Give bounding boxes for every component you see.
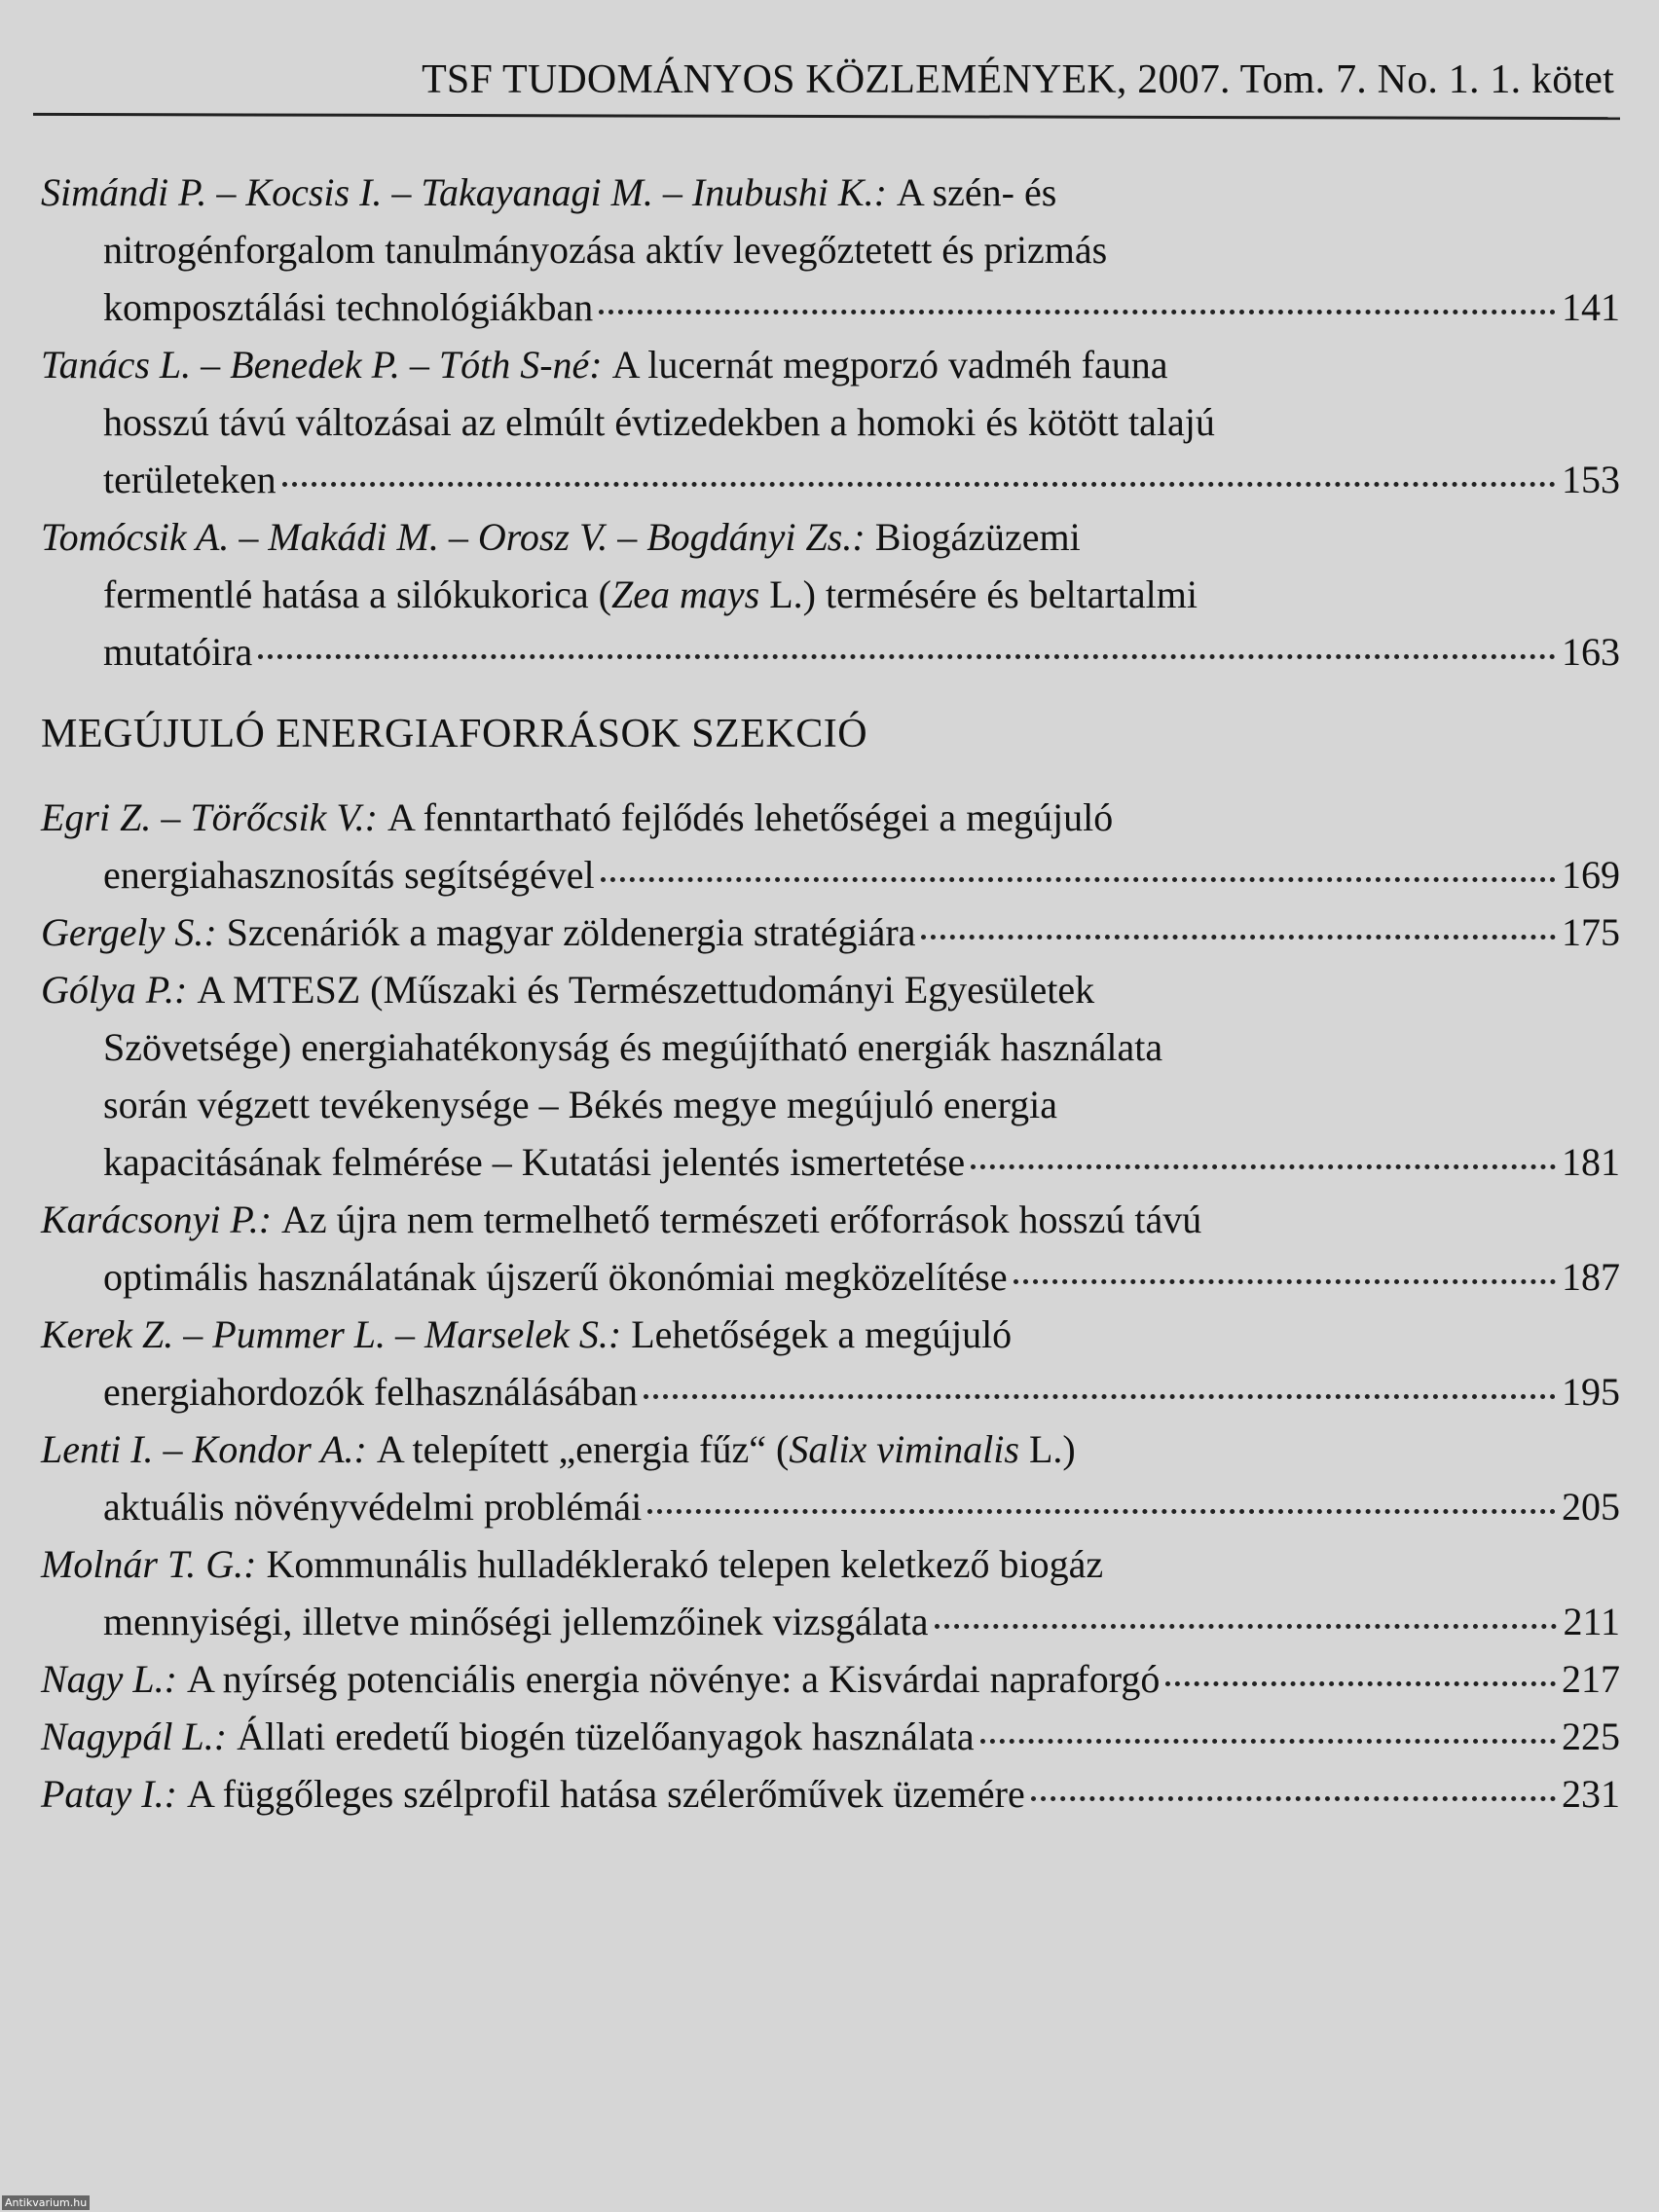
toc-entry-title: Lehetőségek a megújuló xyxy=(631,1312,1013,1356)
toc-entry xyxy=(41,1306,1620,1420)
dot-leader xyxy=(258,654,1556,659)
dot-leader xyxy=(921,935,1556,940)
toc-entry-authors: Gólya P.: xyxy=(41,968,188,1012)
toc-entry-first-line xyxy=(41,1535,1620,1593)
toc-entry-title-line: során végzett tevékenysége – Békés megye megújuló energia xyxy=(103,1083,1058,1126)
dot-leader xyxy=(1014,1279,1556,1284)
toc-entry-authors: Molnár T. G.: xyxy=(41,1542,257,1586)
toc-entry-title: Az újra nem termelhető természeti erőforrások hosszú távú xyxy=(281,1198,1202,1241)
toc-entry-title: A fenntartható fejlődés lehetőségei a megújuló xyxy=(387,795,1114,839)
running-head: TSF TUDOMÁNYOS KÖZLEMÉNYEK, 2007. Tom. 7. No. 1. 1. kötet xyxy=(422,57,1614,102)
toc-entry xyxy=(41,1708,1620,1765)
toc-entry xyxy=(41,1420,1620,1535)
toc-entry-authors: Kerek Z. – Pummer L. – Marselek S.: xyxy=(41,1312,622,1356)
toc-entry-last-line: aktuális növényvédelmi problémái 205 xyxy=(41,1478,1620,1535)
toc-entry-last-line: kapacitásának felmérése – Kutatási jelentés ismertetése 181 xyxy=(41,1133,1620,1191)
toc-entry-first-line xyxy=(41,336,1620,393)
toc-entry xyxy=(41,1535,1620,1650)
dot-leader xyxy=(282,482,1556,487)
toc-entry xyxy=(41,508,1620,681)
dot-leader xyxy=(601,877,1556,882)
toc-entry-first-line: Lenti I. – Kondor A.: A telepített „energia fűz“ ( Salix viminalis L.) xyxy=(41,1420,1620,1478)
dot-leader xyxy=(644,1394,1556,1399)
toc-entry-authors: Tanács L. – Benedek P. – Tóth S-né: xyxy=(41,343,603,387)
toc-entry-title-line: nitrogénforgalom tanulmányozása aktív levegőztetett és prizmás xyxy=(103,228,1108,272)
toc-entry-first-line xyxy=(41,1306,1620,1363)
dot-leader xyxy=(935,1624,1558,1629)
toc-entry-first-line xyxy=(41,961,1620,1018)
toc-entry-first-line xyxy=(41,164,1620,221)
toc-entry-last-line: optimális használatának újszerű ökonómiai megközelítése 187 xyxy=(41,1248,1620,1306)
toc-entry xyxy=(41,903,1620,961)
toc-entry-authors: Simándi P. – Kocsis I. – Takayanagi M. – Inubushi K.: xyxy=(41,170,887,214)
toc-entry-title: A függőleges szélprofil hatása szélerőművek üzemére xyxy=(186,1772,1025,1816)
page-number: 169 xyxy=(1562,853,1620,897)
dot-leader xyxy=(971,1164,1556,1169)
table-of-contents xyxy=(41,164,1620,1823)
toc-entry-last-line: energiahordozók felhasználásában 195 xyxy=(41,1363,1620,1420)
toc-entry xyxy=(41,789,1620,903)
toc-entry-title: Szcenáriók a magyar zöldenergia stratégiára xyxy=(226,910,916,954)
toc-entry-title-line: hosszú távú változásai az elmúlt évtizedekben a homoki és kötött talajú xyxy=(103,400,1215,444)
toc-entry-authors: Gergely S.: xyxy=(41,910,217,954)
species-name: Salix viminalis xyxy=(789,1427,1019,1471)
watermark: Antikvarium.hu xyxy=(2,2195,90,2210)
toc-entry-title: A MTESZ (Műszaki és Természettudományi Egyesületek xyxy=(197,968,1095,1012)
species-name: Zea mays xyxy=(611,572,760,616)
page-number: 187 xyxy=(1562,1255,1620,1299)
toc-entry xyxy=(41,1650,1620,1708)
page-number: 175 xyxy=(1562,910,1620,954)
page-number: 181 xyxy=(1562,1140,1620,1184)
page-number: 195 xyxy=(1562,1370,1620,1414)
toc-entry-authors: Karácsonyi P.: xyxy=(41,1198,273,1241)
page-number: 163 xyxy=(1562,630,1620,674)
toc-entry-authors: Patay I.: xyxy=(41,1772,177,1816)
toc-entry-last-line: mennyiségi, illetve minőségi jellemzőinek vizsgálata 211 xyxy=(41,1593,1620,1650)
toc-entry-title: Biogázüzemi xyxy=(874,515,1081,559)
toc-entry-title: A szén- és xyxy=(896,170,1057,214)
toc-entry-first-line xyxy=(41,1765,1620,1823)
toc-entry xyxy=(41,1765,1620,1823)
dot-leader xyxy=(980,1739,1556,1744)
toc-entry xyxy=(41,336,1620,508)
toc-entry-authors: Tomócsik A. – Makádi M. – Orosz V. – Bogdányi Zs.: xyxy=(41,515,866,559)
dot-leader xyxy=(1165,1681,1556,1686)
page-number: 231 xyxy=(1562,1772,1620,1816)
page-number: 153 xyxy=(1562,458,1620,501)
toc-entry-title: Kommunális hulladéklerakó telepen keletkező biogáz xyxy=(266,1542,1104,1586)
toc-entry-first-line xyxy=(41,1191,1620,1248)
section-heading: MEGÚJULÓ ENERGIAFORRÁSOK SZEKCIÓ xyxy=(41,712,868,756)
toc-entry-authors: Lenti I. – Kondor A.: xyxy=(41,1427,367,1471)
toc-entry-title-line: Szövetsége) energiahatékonyság és megújítható energiák használata xyxy=(103,1025,1163,1069)
toc-entry-first-line xyxy=(41,1708,1620,1765)
toc-entry-title: A telepített „energia fűz“ ( xyxy=(376,1427,790,1471)
header-rule xyxy=(33,113,1620,120)
toc-entry-authors: Nagy L.: xyxy=(41,1657,177,1701)
page-number: 217 xyxy=(1562,1657,1620,1701)
toc-entry-first-line xyxy=(41,903,1620,961)
toc-entry-last-line: komposztálási technológiákban 141 xyxy=(41,278,1620,336)
toc-entry-first-line xyxy=(41,789,1620,846)
toc-entry-title: Állati eredetű biogén tüzelőanyagok használata xyxy=(237,1714,975,1758)
toc-entry-title-line: fermentlé hatása a silókukorica ( Zea mays L.) termésére és beltartalmi xyxy=(41,566,1620,623)
toc-entry xyxy=(41,961,1620,1191)
toc-entry xyxy=(41,164,1620,336)
dot-leader xyxy=(1031,1796,1556,1801)
page-number: 211 xyxy=(1563,1600,1620,1643)
toc-entry-first-line xyxy=(41,1650,1620,1708)
toc-entry-title: A lucernát megporzó vadméh fauna xyxy=(611,343,1168,387)
toc-entry-last-line: területeken 153 xyxy=(41,451,1620,508)
toc-entry-authors: Egri Z. – Törőcsik V.: xyxy=(41,795,378,839)
toc-entry-last-line: mutatóira 163 xyxy=(41,623,1620,681)
toc-entry xyxy=(41,1191,1620,1306)
page-number: 141 xyxy=(1562,285,1620,329)
toc-entry-authors: Nagypál L.: xyxy=(41,1714,228,1758)
dot-leader xyxy=(599,310,1556,314)
page-number: 205 xyxy=(1562,1485,1620,1529)
toc-entry-title: A nyírség potenciális energia növénye: a Kisvárdai napraforgó xyxy=(187,1657,1161,1701)
toc-entry-first-line xyxy=(41,508,1620,566)
dot-leader xyxy=(647,1509,1556,1514)
page-number: 225 xyxy=(1562,1714,1620,1758)
toc-entry-last-line: energiahasznosítás segítségével 169 xyxy=(41,846,1620,903)
